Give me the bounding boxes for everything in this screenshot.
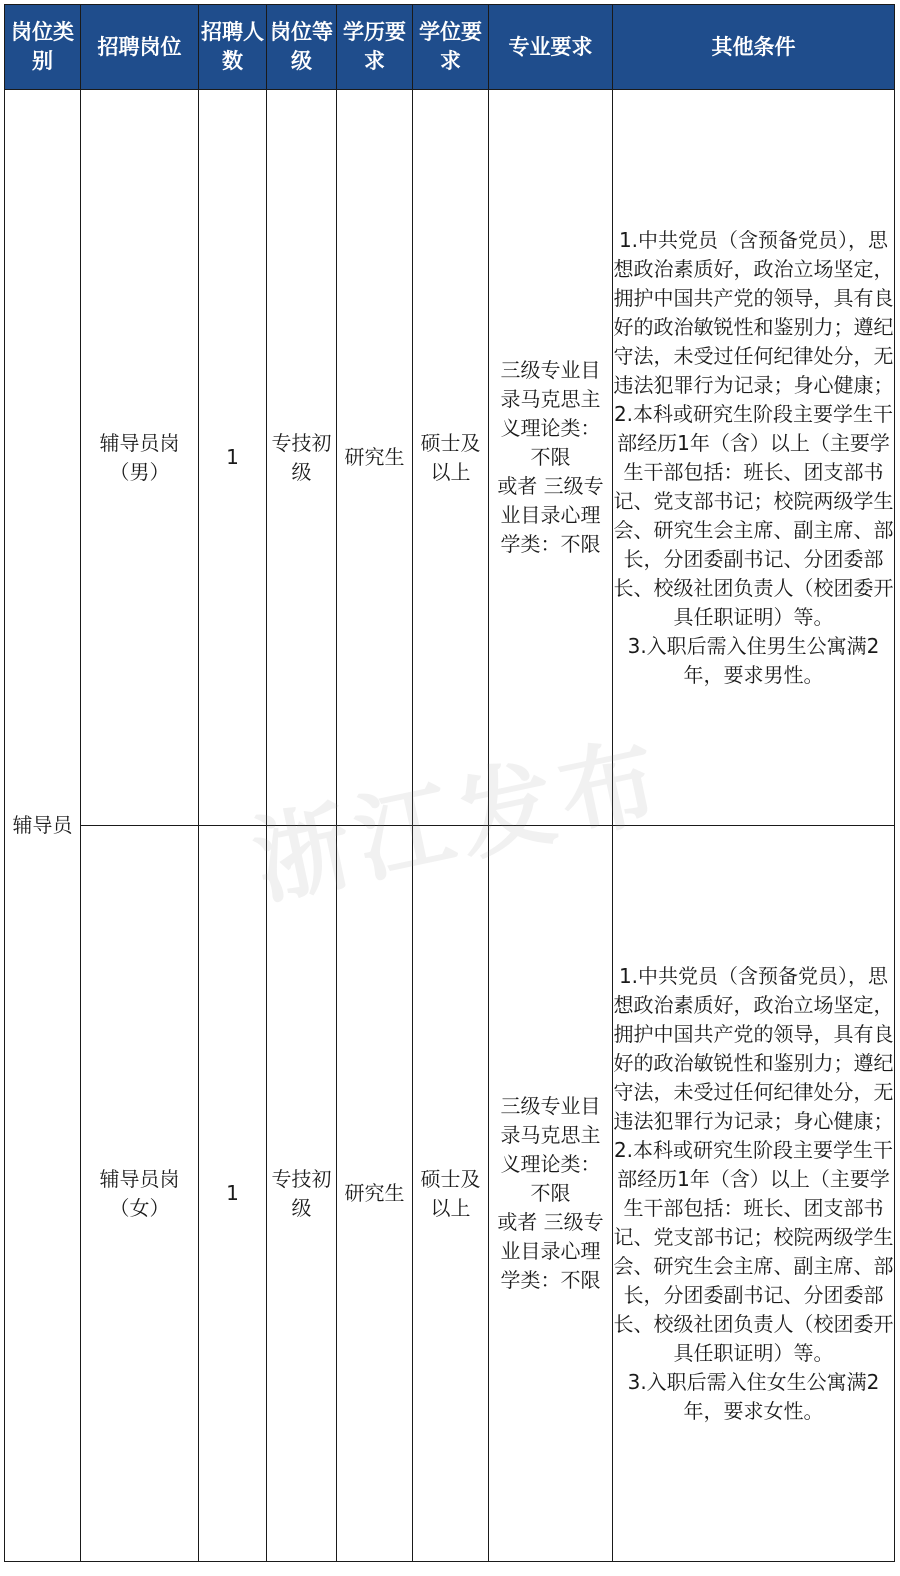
condition-item: 3.入职后需入住男生公寓满2年，要求男性。: [627, 633, 880, 687]
level-cell: [267, 90, 337, 826]
headcount-cell: [199, 90, 267, 826]
education-cell: [337, 826, 413, 1562]
education-text: 研究生: [344, 445, 405, 469]
position-cell: [81, 826, 199, 1562]
header-position: 招聘岗位: [81, 5, 199, 90]
category-cell: [5, 90, 81, 1562]
table-header-row: [5, 5, 895, 90]
education-cell: [337, 90, 413, 826]
header-degree: 学位要求: [413, 5, 489, 90]
condition-item: 2.本科或研究生阶段主要学生干部经历1年（含）以上（主要学生干部包括：班长、团支部书记、党支部书记；校院两级学生会、研究生会主席、副主席、部长，分团委副书记、分团委部长、校级社团负责人（校团委开具任职证明）等。: [613, 401, 894, 629]
category-text: 辅导员: [12, 813, 73, 837]
header-category: 岗位类别: [5, 5, 81, 90]
degree-text: 硕士及以上: [420, 1166, 481, 1220]
major-text: 三级专业目录马克思主义理论类：不限 或者 三级专业目录心理学类：不限: [497, 1094, 604, 1292]
watermark: 浙江发布: [244, 722, 675, 919]
level-cell: [267, 826, 337, 1562]
headcount-text: 1: [226, 1181, 239, 1205]
degree-cell: [413, 90, 489, 826]
header-headcount: 招聘人数: [199, 5, 267, 90]
degree-text: 硕士及以上: [420, 430, 481, 484]
position-text: 辅导员岗（女）: [99, 1166, 180, 1220]
conditions-cell: [613, 826, 895, 1562]
conditions-cell: [613, 90, 895, 826]
major-text: 三级专业目录马克思主义理论类：不限 或者 三级专业目录心理学类：不限: [497, 358, 604, 556]
headcount-text: 1: [226, 445, 239, 469]
table-row: [5, 826, 895, 1562]
header-other: 其他条件: [613, 5, 895, 90]
header-level: 岗位等级: [267, 5, 337, 90]
degree-cell: [413, 826, 489, 1562]
headcount-cell: [199, 826, 267, 1562]
table-row: [5, 90, 895, 826]
level-text: 专技初级: [271, 430, 332, 484]
condition-item: 2.本科或研究生阶段主要学生干部经历1年（含）以上（主要学生干部包括：班长、团支部书记、党支部书记；校院两级学生会、研究生会主席、副主席、部长，分团委副书记、分团委部长、校级社团负责人（校团委开具任职证明）等。: [613, 1137, 894, 1365]
position-cell: [81, 90, 199, 826]
major-cell: [489, 826, 613, 1562]
header-major: 专业要求: [489, 5, 613, 90]
position-text: 辅导员岗（男）: [99, 430, 180, 484]
condition-item: 1.中共党员（含预备党员），思想政治素质好，政治立场坚定，拥护中国共产党的领导，具有良好的政治敏锐性和鉴别力；遵纪守法，未受过任何纪律处分，无违法犯罪行为记录；身心健康；: [613, 227, 894, 397]
level-text: 专技初级: [271, 1166, 332, 1220]
recruitment-table: [4, 4, 895, 1562]
header-education: 学历要求: [337, 5, 413, 90]
major-cell: [489, 90, 613, 826]
education-text: 研究生: [344, 1181, 405, 1205]
condition-item: 1.中共党员（含预备党员），思想政治素质好，政治立场坚定，拥护中国共产党的领导，具有良好的政治敏锐性和鉴别力；遵纪守法，未受过任何纪律处分，无违法犯罪行为记录；身心健康；: [613, 963, 894, 1133]
condition-item: 3.入职后需入住女生公寓满2年，要求女性。: [627, 1369, 880, 1423]
